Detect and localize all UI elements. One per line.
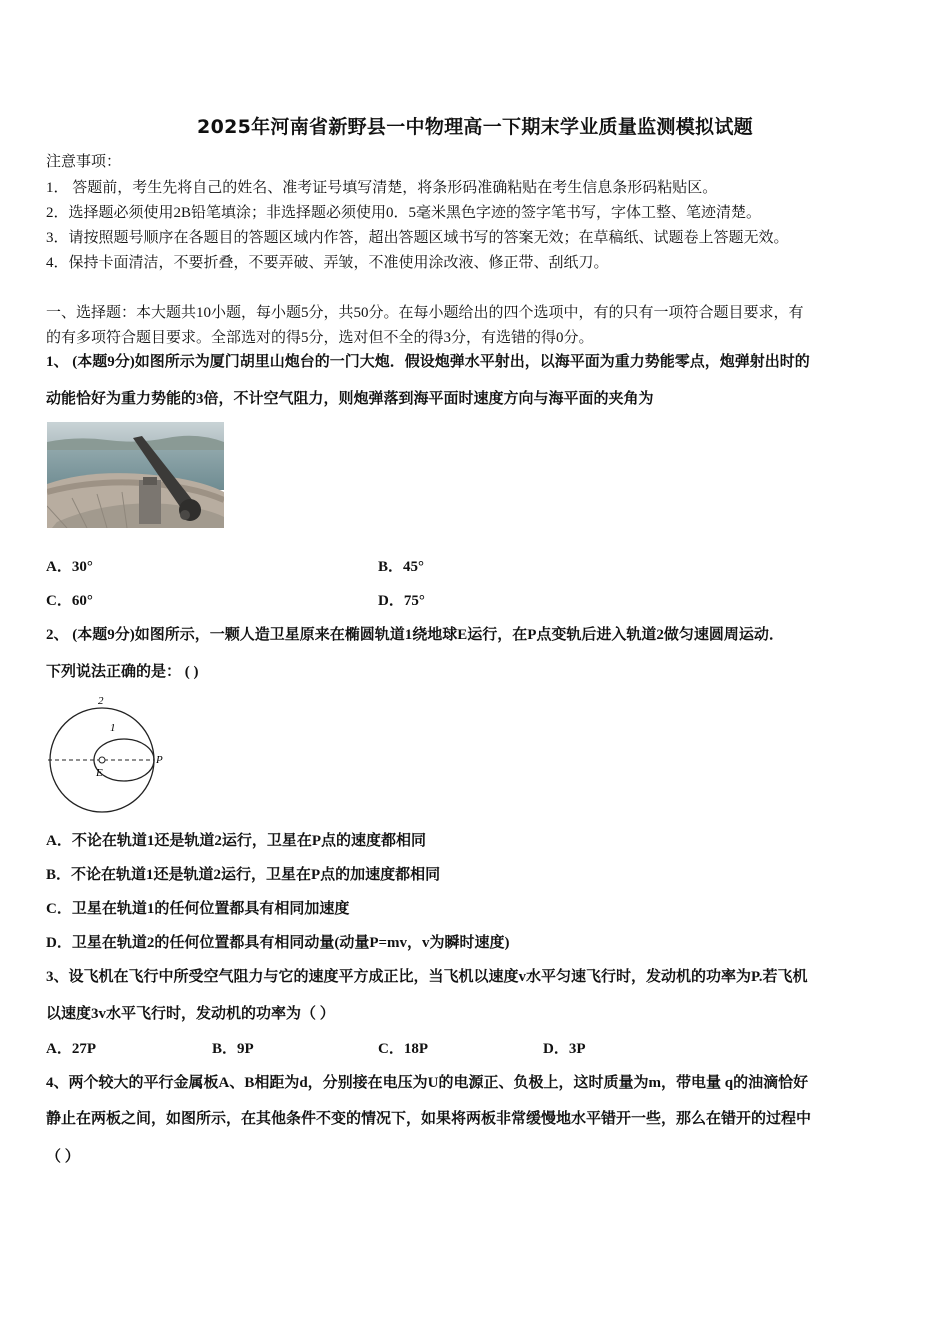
cannon-photo (47, 422, 224, 528)
earth-label: E (96, 767, 103, 779)
q1-option-c[interactable]: C．60° (46, 593, 93, 609)
q1-stem-line2: 动能恰好为重力势能的3倍，不计空气阻力，则炮弹落到海平面时速度方向与海平面的夹角为 (46, 391, 654, 407)
q3-stem-line2: 以速度3v水平飞行时，发动机的功率为（ ） (46, 1006, 335, 1022)
q4-stem-line2: 静止在两板之间，如图所示，在其他条件不变的情况下，如果将两板非常缓慢地水平错开一些，那么在错开的过程中 (46, 1111, 812, 1127)
notice-item-1: 1． 答题前，考生先将自己的姓名、准考证号填写清楚，将条形码准确粘贴在考生信息条形码粘贴区。 (46, 180, 718, 196)
q2-stem-line2: 下列说法正确的是： ( ) (46, 664, 199, 680)
q2-option-b[interactable]: B．不论在轨道1还是轨道2运行，卫星在P点的加速度都相同 (46, 867, 441, 883)
exam-title: 2025年河南省新野县一中物理高一下期末学业质量监测模拟试题 (197, 116, 753, 138)
q1-option-b[interactable]: B．45° (378, 559, 425, 575)
notice-heading: 注意事项： (46, 154, 122, 170)
q3-option-a[interactable]: A．27P (46, 1041, 96, 1057)
q2-option-d[interactable]: D．卫星在轨道2的任何位置都具有相同动量(动量P=mv，v为瞬时速度) (46, 935, 510, 951)
notice-item-3: 3．请按照题号顺序在各题目的答题区域内作答，超出答题区域书写的答案无效；在草稿纸、试题卷上答题无效。 (46, 230, 789, 246)
notice-item-2: 2．选择题必须使用2B铅笔填涂；非选择题必须使用0．5毫米黑色字迹的签字笔书写，字体工整、笔迹清楚。 (46, 205, 762, 221)
orbit-2-label: 2 (98, 695, 104, 707)
q1-option-a[interactable]: A．30° (46, 559, 93, 575)
q4-stem-line1: 4、两个较大的平行金属板A、B相距为d，分别接在电压为U的电源正、负极上，这时质量为m，带电量 q的油滴恰好 (46, 1075, 809, 1091)
q4-stem-line3: （ ） (46, 1149, 80, 1165)
earth-point (99, 757, 105, 763)
section-intro-line1: 一、选择题：本大题共10小题，每小题5分，共50分。在每小题给出的四个选项中，有的只有一项符合题目要求，有 (46, 305, 804, 321)
notice-item-4: 4．保持卡面清洁，不要折叠，不要弄破、弄皱，不准使用涂改液、修正带、刮纸刀。 (46, 255, 609, 271)
section-intro-line2: 的有多项符合题目要求。全部选对的得5分，选对但不全的得3分，有选错的得0分。 (46, 330, 594, 346)
q3-option-b[interactable]: B．9P (212, 1041, 254, 1057)
q1-option-d[interactable]: D．75° (378, 593, 425, 609)
q3-stem-line1: 3、设飞机在飞行中所受空气阻力与它的速度平方成正比，当飞机以速度v水平匀速飞行时，发动机的功率为P.若飞机 (46, 969, 808, 985)
orbit-diagram (46, 692, 171, 814)
q1-stem-line1: 1、 (本题9分)如图所示为厦门胡里山炮台的一门大炮．假设炮弹水平射出，以海平面为重力势能零点，炮弹射出时的 (46, 354, 810, 370)
orbit-1-label: 1 (110, 722, 116, 734)
q2-stem-line1: 2、 (本题9分)如图所示，一颗人造卫星原来在椭圆轨道1绕地球E运行，在P点变轨后进入轨道2做匀速圆周运动． (46, 627, 784, 643)
q2-option-a[interactable]: A．不论在轨道1还是轨道2运行，卫星在P点的速度都相同 (46, 833, 426, 849)
q3-option-c[interactable]: C．18P (378, 1041, 428, 1057)
q3-option-d[interactable]: D．3P (543, 1041, 586, 1057)
q2-option-c[interactable]: C．卫星在轨道1的任何位置都具有相同加速度 (46, 901, 350, 917)
point-p-label: P (156, 754, 163, 766)
